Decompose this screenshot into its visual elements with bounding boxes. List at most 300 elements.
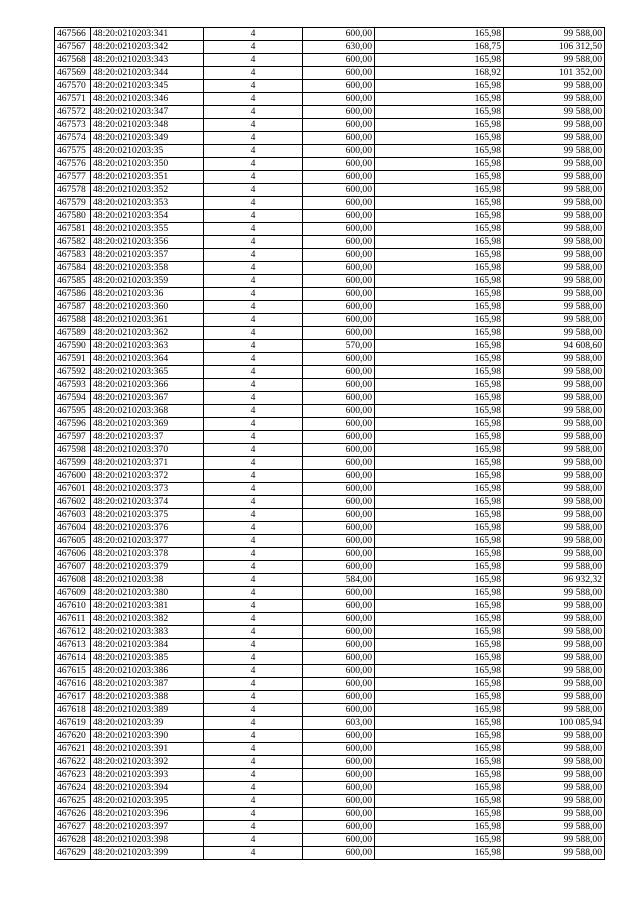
table-body — [55, 28, 605, 860]
cadastral-value-cell: 99 588,00 — [504, 301, 605, 314]
area-cell: 600,00 — [303, 834, 375, 847]
cadastral-number-cell: 48:20:0210203:347 — [91, 106, 204, 119]
table-row — [55, 288, 605, 301]
group-cell: 4 — [204, 41, 303, 54]
row-number-cell: 467628 — [55, 834, 91, 847]
specific-value-cell: 165,98 — [375, 132, 504, 145]
specific-value-cell: 165,98 — [375, 171, 504, 184]
specific-value-cell: 165,98 — [375, 691, 504, 704]
row-number-cell: 467600 — [55, 470, 91, 483]
group-cell: 4 — [204, 288, 303, 301]
specific-value-cell: 165,98 — [375, 314, 504, 327]
row-number-cell: 467592 — [55, 366, 91, 379]
group-cell: 4 — [204, 119, 303, 132]
cadastral-number-cell: 48:20:0210203:398 — [91, 834, 204, 847]
row-number-cell: 467573 — [55, 119, 91, 132]
group-cell: 4 — [204, 275, 303, 288]
row-number-cell: 467624 — [55, 782, 91, 795]
row-number-cell: 467603 — [55, 509, 91, 522]
row-number-cell: 467610 — [55, 600, 91, 613]
area-cell: 600,00 — [303, 548, 375, 561]
group-cell: 4 — [204, 262, 303, 275]
area-cell: 603,00 — [303, 717, 375, 730]
cadastral-value-cell: 106 312,50 — [504, 41, 605, 54]
area-cell: 600,00 — [303, 431, 375, 444]
cadastral-number-cell: 48:20:0210203:391 — [91, 743, 204, 756]
cadastral-number-cell: 48:20:0210203:38 — [91, 574, 204, 587]
cadastral-number-cell: 48:20:0210203:383 — [91, 626, 204, 639]
area-cell: 600,00 — [303, 184, 375, 197]
group-cell: 4 — [204, 782, 303, 795]
cadastral-value-cell: 99 588,00 — [504, 145, 605, 158]
area-cell: 600,00 — [303, 847, 375, 860]
cadastral-number-cell: 48:20:0210203:376 — [91, 522, 204, 535]
cadastral-number-cell: 48:20:0210203:343 — [91, 54, 204, 67]
specific-value-cell: 165,98 — [375, 28, 504, 41]
table-row — [55, 418, 605, 431]
group-cell: 4 — [204, 496, 303, 509]
cadastral-value-cell: 99 588,00 — [504, 691, 605, 704]
area-cell: 600,00 — [303, 379, 375, 392]
group-cell: 4 — [204, 301, 303, 314]
specific-value-cell: 165,98 — [375, 327, 504, 340]
area-cell: 600,00 — [303, 197, 375, 210]
area-cell: 600,00 — [303, 327, 375, 340]
area-cell: 600,00 — [303, 145, 375, 158]
table-row — [55, 262, 605, 275]
table-row — [55, 223, 605, 236]
row-number-cell: 467574 — [55, 132, 91, 145]
group-cell: 4 — [204, 366, 303, 379]
row-number-cell: 467578 — [55, 184, 91, 197]
group-cell: 4 — [204, 483, 303, 496]
specific-value-cell: 165,98 — [375, 730, 504, 743]
area-cell: 600,00 — [303, 249, 375, 262]
row-number-cell: 467595 — [55, 405, 91, 418]
row-number-cell: 467581 — [55, 223, 91, 236]
area-cell: 600,00 — [303, 366, 375, 379]
row-number-cell: 467615 — [55, 665, 91, 678]
specific-value-cell: 165,98 — [375, 80, 504, 93]
table-row — [55, 171, 605, 184]
group-cell: 4 — [204, 730, 303, 743]
table-row — [55, 743, 605, 756]
table-row — [55, 145, 605, 158]
area-cell: 600,00 — [303, 210, 375, 223]
cadastral-number-cell: 48:20:0210203:362 — [91, 327, 204, 340]
cadastral-value-cell: 99 588,00 — [504, 184, 605, 197]
cadastral-number-cell: 48:20:0210203:364 — [91, 353, 204, 366]
group-cell: 4 — [204, 509, 303, 522]
area-cell: 600,00 — [303, 730, 375, 743]
area-cell: 600,00 — [303, 171, 375, 184]
cadastral-value-cell: 99 588,00 — [504, 600, 605, 613]
specific-value-cell: 165,98 — [375, 249, 504, 262]
cadastral-value-cell: 99 588,00 — [504, 704, 605, 717]
row-number-cell: 467584 — [55, 262, 91, 275]
cadastral-value-cell: 99 588,00 — [504, 80, 605, 93]
specific-value-cell: 165,98 — [375, 717, 504, 730]
table-row — [55, 340, 605, 353]
row-number-cell: 467618 — [55, 704, 91, 717]
specific-value-cell: 165,98 — [375, 275, 504, 288]
cadastral-value-cell: 99 588,00 — [504, 132, 605, 145]
specific-value-cell: 165,98 — [375, 782, 504, 795]
row-number-cell: 467596 — [55, 418, 91, 431]
area-cell: 600,00 — [303, 236, 375, 249]
cadastral-value-cell: 99 588,00 — [504, 262, 605, 275]
cadastral-number-cell: 48:20:0210203:370 — [91, 444, 204, 457]
cadastral-number-cell: 48:20:0210203:350 — [91, 158, 204, 171]
cadastral-number-cell: 48:20:0210203:345 — [91, 80, 204, 93]
group-cell: 4 — [204, 171, 303, 184]
row-number-cell: 467626 — [55, 808, 91, 821]
table-row — [55, 717, 605, 730]
group-cell: 4 — [204, 379, 303, 392]
cadastral-number-cell: 48:20:0210203:37 — [91, 431, 204, 444]
cadastral-value-cell: 99 588,00 — [504, 249, 605, 262]
group-cell: 4 — [204, 548, 303, 561]
specific-value-cell: 165,98 — [375, 470, 504, 483]
table-row — [55, 119, 605, 132]
specific-value-cell: 168,92 — [375, 67, 504, 80]
group-cell: 4 — [204, 678, 303, 691]
cadastral-number-cell: 48:20:0210203:374 — [91, 496, 204, 509]
row-number-cell: 467601 — [55, 483, 91, 496]
group-cell: 4 — [204, 665, 303, 678]
group-cell: 4 — [204, 613, 303, 626]
specific-value-cell: 165,98 — [375, 496, 504, 509]
specific-value-cell: 165,98 — [375, 197, 504, 210]
cadastral-number-cell: 48:20:0210203:355 — [91, 223, 204, 236]
group-cell: 4 — [204, 457, 303, 470]
area-cell: 600,00 — [303, 353, 375, 366]
row-number-cell: 467602 — [55, 496, 91, 509]
cadastral-value-cell: 94 608,60 — [504, 340, 605, 353]
group-cell: 4 — [204, 522, 303, 535]
cadastral-value-cell: 99 588,00 — [504, 496, 605, 509]
group-cell: 4 — [204, 106, 303, 119]
cadastral-number-cell: 48:20:0210203:388 — [91, 691, 204, 704]
cadastral-number-cell: 48:20:0210203:392 — [91, 756, 204, 769]
specific-value-cell: 165,98 — [375, 652, 504, 665]
area-cell: 600,00 — [303, 301, 375, 314]
table-row — [55, 54, 605, 67]
area-cell: 600,00 — [303, 405, 375, 418]
area-cell: 600,00 — [303, 158, 375, 171]
table-row — [55, 639, 605, 652]
row-number-cell: 467590 — [55, 340, 91, 353]
table-row — [55, 457, 605, 470]
table-row — [55, 470, 605, 483]
cadastral-value-cell: 99 588,00 — [504, 392, 605, 405]
row-number-cell: 467587 — [55, 301, 91, 314]
cadastral-value-cell: 99 588,00 — [504, 639, 605, 652]
table-row — [55, 314, 605, 327]
cadastral-value-cell: 99 588,00 — [504, 28, 605, 41]
row-number-cell: 467568 — [55, 54, 91, 67]
table-row — [55, 405, 605, 418]
cadastral-number-cell: 48:20:0210203:367 — [91, 392, 204, 405]
table-row — [55, 561, 605, 574]
area-cell: 600,00 — [303, 262, 375, 275]
specific-value-cell: 165,98 — [375, 535, 504, 548]
cadastral-value-cell: 99 588,00 — [504, 626, 605, 639]
specific-value-cell: 165,98 — [375, 587, 504, 600]
cadastral-number-cell: 48:20:0210203:357 — [91, 249, 204, 262]
cadastral-number-cell: 48:20:0210203:35 — [91, 145, 204, 158]
specific-value-cell: 165,98 — [375, 483, 504, 496]
specific-value-cell: 165,98 — [375, 626, 504, 639]
group-cell: 4 — [204, 626, 303, 639]
cadastral-number-cell: 48:20:0210203:358 — [91, 262, 204, 275]
row-number-cell: 467619 — [55, 717, 91, 730]
area-cell: 600,00 — [303, 808, 375, 821]
cadastral-value-cell: 100 085,94 — [504, 717, 605, 730]
specific-value-cell: 165,98 — [375, 678, 504, 691]
cadastral-value-cell: 99 588,00 — [504, 665, 605, 678]
area-cell: 630,00 — [303, 41, 375, 54]
cadastral-number-cell: 48:20:0210203:385 — [91, 652, 204, 665]
area-cell: 600,00 — [303, 821, 375, 834]
area-cell: 600,00 — [303, 769, 375, 782]
area-cell: 600,00 — [303, 587, 375, 600]
cadastral-value-cell: 99 588,00 — [504, 795, 605, 808]
row-number-cell: 467622 — [55, 756, 91, 769]
group-cell: 4 — [204, 587, 303, 600]
cadastral-number-cell: 48:20:0210203:39 — [91, 717, 204, 730]
table-row — [55, 28, 605, 41]
specific-value-cell: 165,98 — [375, 795, 504, 808]
row-number-cell: 467567 — [55, 41, 91, 54]
area-cell: 600,00 — [303, 704, 375, 717]
group-cell: 4 — [204, 197, 303, 210]
row-number-cell: 467591 — [55, 353, 91, 366]
group-cell: 4 — [204, 808, 303, 821]
table-row — [55, 795, 605, 808]
row-number-cell: 467566 — [55, 28, 91, 41]
row-number-cell: 467571 — [55, 93, 91, 106]
table-row — [55, 444, 605, 457]
cadastral-number-cell: 48:20:0210203:369 — [91, 418, 204, 431]
cadastral-number-cell: 48:20:0210203:378 — [91, 548, 204, 561]
cadastral-value-cell: 99 588,00 — [504, 158, 605, 171]
cadastral-number-cell: 48:20:0210203:396 — [91, 808, 204, 821]
table-row — [55, 249, 605, 262]
cadastral-value-cell: 99 588,00 — [504, 769, 605, 782]
table-row — [55, 782, 605, 795]
specific-value-cell: 165,98 — [375, 743, 504, 756]
area-cell: 600,00 — [303, 483, 375, 496]
group-cell: 4 — [204, 340, 303, 353]
specific-value-cell: 165,98 — [375, 769, 504, 782]
cadastral-value-cell: 99 588,00 — [504, 171, 605, 184]
cadastral-value-cell: 99 588,00 — [504, 457, 605, 470]
specific-value-cell: 165,98 — [375, 847, 504, 860]
table-row — [55, 821, 605, 834]
area-cell: 600,00 — [303, 652, 375, 665]
cadastral-number-cell: 48:20:0210203:379 — [91, 561, 204, 574]
specific-value-cell: 165,98 — [375, 431, 504, 444]
table-row — [55, 379, 605, 392]
cadastral-value-cell: 99 588,00 — [504, 561, 605, 574]
table-row — [55, 678, 605, 691]
specific-value-cell: 165,98 — [375, 821, 504, 834]
cadastral-value-cell: 99 588,00 — [504, 821, 605, 834]
row-number-cell: 467576 — [55, 158, 91, 171]
cadastral-number-cell: 48:20:0210203:344 — [91, 67, 204, 80]
cadastral-number-cell: 48:20:0210203:384 — [91, 639, 204, 652]
cadastral-value-cell: 99 588,00 — [504, 210, 605, 223]
area-cell: 600,00 — [303, 288, 375, 301]
cadastral-value-cell: 99 588,00 — [504, 522, 605, 535]
area-cell: 600,00 — [303, 600, 375, 613]
area-cell: 600,00 — [303, 691, 375, 704]
cadastral-value-cell: 99 588,00 — [504, 405, 605, 418]
cadastral-value-cell: 99 588,00 — [504, 678, 605, 691]
area-cell: 600,00 — [303, 639, 375, 652]
group-cell: 4 — [204, 353, 303, 366]
cadastral-number-cell: 48:20:0210203:393 — [91, 769, 204, 782]
area-cell: 600,00 — [303, 743, 375, 756]
area-cell: 600,00 — [303, 80, 375, 93]
table-row — [55, 535, 605, 548]
table-row — [55, 704, 605, 717]
table-row — [55, 327, 605, 340]
cadastral-number-cell: 48:20:0210203:363 — [91, 340, 204, 353]
cadastral-value-cell: 99 588,00 — [504, 54, 605, 67]
table-row — [55, 691, 605, 704]
specific-value-cell: 165,98 — [375, 509, 504, 522]
group-cell: 4 — [204, 223, 303, 236]
area-cell: 600,00 — [303, 535, 375, 548]
area-cell: 600,00 — [303, 626, 375, 639]
group-cell: 4 — [204, 93, 303, 106]
group-cell: 4 — [204, 28, 303, 41]
row-number-cell: 467627 — [55, 821, 91, 834]
specific-value-cell: 165,98 — [375, 639, 504, 652]
group-cell: 4 — [204, 54, 303, 67]
cadastral-value-cell: 99 588,00 — [504, 236, 605, 249]
cadastral-number-cell: 48:20:0210203:365 — [91, 366, 204, 379]
cadastral-number-cell: 48:20:0210203:354 — [91, 210, 204, 223]
table-row — [55, 769, 605, 782]
specific-value-cell: 165,98 — [375, 392, 504, 405]
group-cell: 4 — [204, 704, 303, 717]
cadastral-number-cell: 48:20:0210203:397 — [91, 821, 204, 834]
table-row — [55, 301, 605, 314]
cadastral-number-cell: 48:20:0210203:341 — [91, 28, 204, 41]
specific-value-cell: 165,98 — [375, 756, 504, 769]
table-row — [55, 587, 605, 600]
group-cell: 4 — [204, 158, 303, 171]
cadastral-value-cell: 99 588,00 — [504, 288, 605, 301]
cadastral-number-cell: 48:20:0210203:395 — [91, 795, 204, 808]
group-cell: 4 — [204, 574, 303, 587]
table-row — [55, 496, 605, 509]
row-number-cell: 467569 — [55, 67, 91, 80]
row-number-cell: 467625 — [55, 795, 91, 808]
row-number-cell: 467617 — [55, 691, 91, 704]
area-cell: 600,00 — [303, 132, 375, 145]
area-cell: 600,00 — [303, 444, 375, 457]
table-row — [55, 483, 605, 496]
cadastral-number-cell: 48:20:0210203:353 — [91, 197, 204, 210]
group-cell: 4 — [204, 600, 303, 613]
cadastral-value-cell: 99 588,00 — [504, 834, 605, 847]
area-cell: 600,00 — [303, 457, 375, 470]
cadastral-value-cell: 99 588,00 — [504, 106, 605, 119]
table-row — [55, 392, 605, 405]
table-row — [55, 41, 605, 54]
table-row — [55, 756, 605, 769]
row-number-cell: 467582 — [55, 236, 91, 249]
area-cell: 600,00 — [303, 678, 375, 691]
table-row — [55, 158, 605, 171]
table-row — [55, 509, 605, 522]
area-cell: 600,00 — [303, 418, 375, 431]
cadastral-value-cell: 99 588,00 — [504, 548, 605, 561]
cadastral-value-cell: 99 588,00 — [504, 275, 605, 288]
area-cell: 600,00 — [303, 392, 375, 405]
row-number-cell: 467598 — [55, 444, 91, 457]
table-row — [55, 665, 605, 678]
table-row — [55, 652, 605, 665]
table-row — [55, 834, 605, 847]
area-cell: 600,00 — [303, 782, 375, 795]
row-number-cell: 467580 — [55, 210, 91, 223]
group-cell: 4 — [204, 80, 303, 93]
specific-value-cell: 165,98 — [375, 106, 504, 119]
group-cell: 4 — [204, 392, 303, 405]
cadastral-value-cell: 99 588,00 — [504, 418, 605, 431]
group-cell: 4 — [204, 444, 303, 457]
cadastral-value-cell: 99 588,00 — [504, 730, 605, 743]
specific-value-cell: 165,98 — [375, 340, 504, 353]
area-cell: 600,00 — [303, 470, 375, 483]
cadastral-number-cell: 48:20:0210203:366 — [91, 379, 204, 392]
cadastral-number-cell: 48:20:0210203:346 — [91, 93, 204, 106]
group-cell: 4 — [204, 431, 303, 444]
table-row — [55, 67, 605, 80]
cadastral-number-cell: 48:20:0210203:368 — [91, 405, 204, 418]
cadastral-number-cell: 48:20:0210203:377 — [91, 535, 204, 548]
group-cell: 4 — [204, 821, 303, 834]
area-cell: 600,00 — [303, 665, 375, 678]
cadastral-value-cell: 99 588,00 — [504, 93, 605, 106]
table-row — [55, 80, 605, 93]
group-cell: 4 — [204, 834, 303, 847]
cadastral-value-cell: 99 588,00 — [504, 509, 605, 522]
area-cell: 600,00 — [303, 496, 375, 509]
group-cell: 4 — [204, 743, 303, 756]
specific-value-cell: 165,98 — [375, 54, 504, 67]
cadastral-value-cell: 99 588,00 — [504, 314, 605, 327]
group-cell: 4 — [204, 691, 303, 704]
group-cell: 4 — [204, 327, 303, 340]
row-number-cell: 467588 — [55, 314, 91, 327]
cadastral-number-cell: 48:20:0210203:371 — [91, 457, 204, 470]
table-row — [55, 132, 605, 145]
specific-value-cell: 168,75 — [375, 41, 504, 54]
row-number-cell: 467621 — [55, 743, 91, 756]
table-row — [55, 210, 605, 223]
group-cell: 4 — [204, 535, 303, 548]
row-number-cell: 467579 — [55, 197, 91, 210]
cadastral-number-cell: 48:20:0210203:356 — [91, 236, 204, 249]
specific-value-cell: 165,98 — [375, 93, 504, 106]
cadastral-number-cell: 48:20:0210203:352 — [91, 184, 204, 197]
